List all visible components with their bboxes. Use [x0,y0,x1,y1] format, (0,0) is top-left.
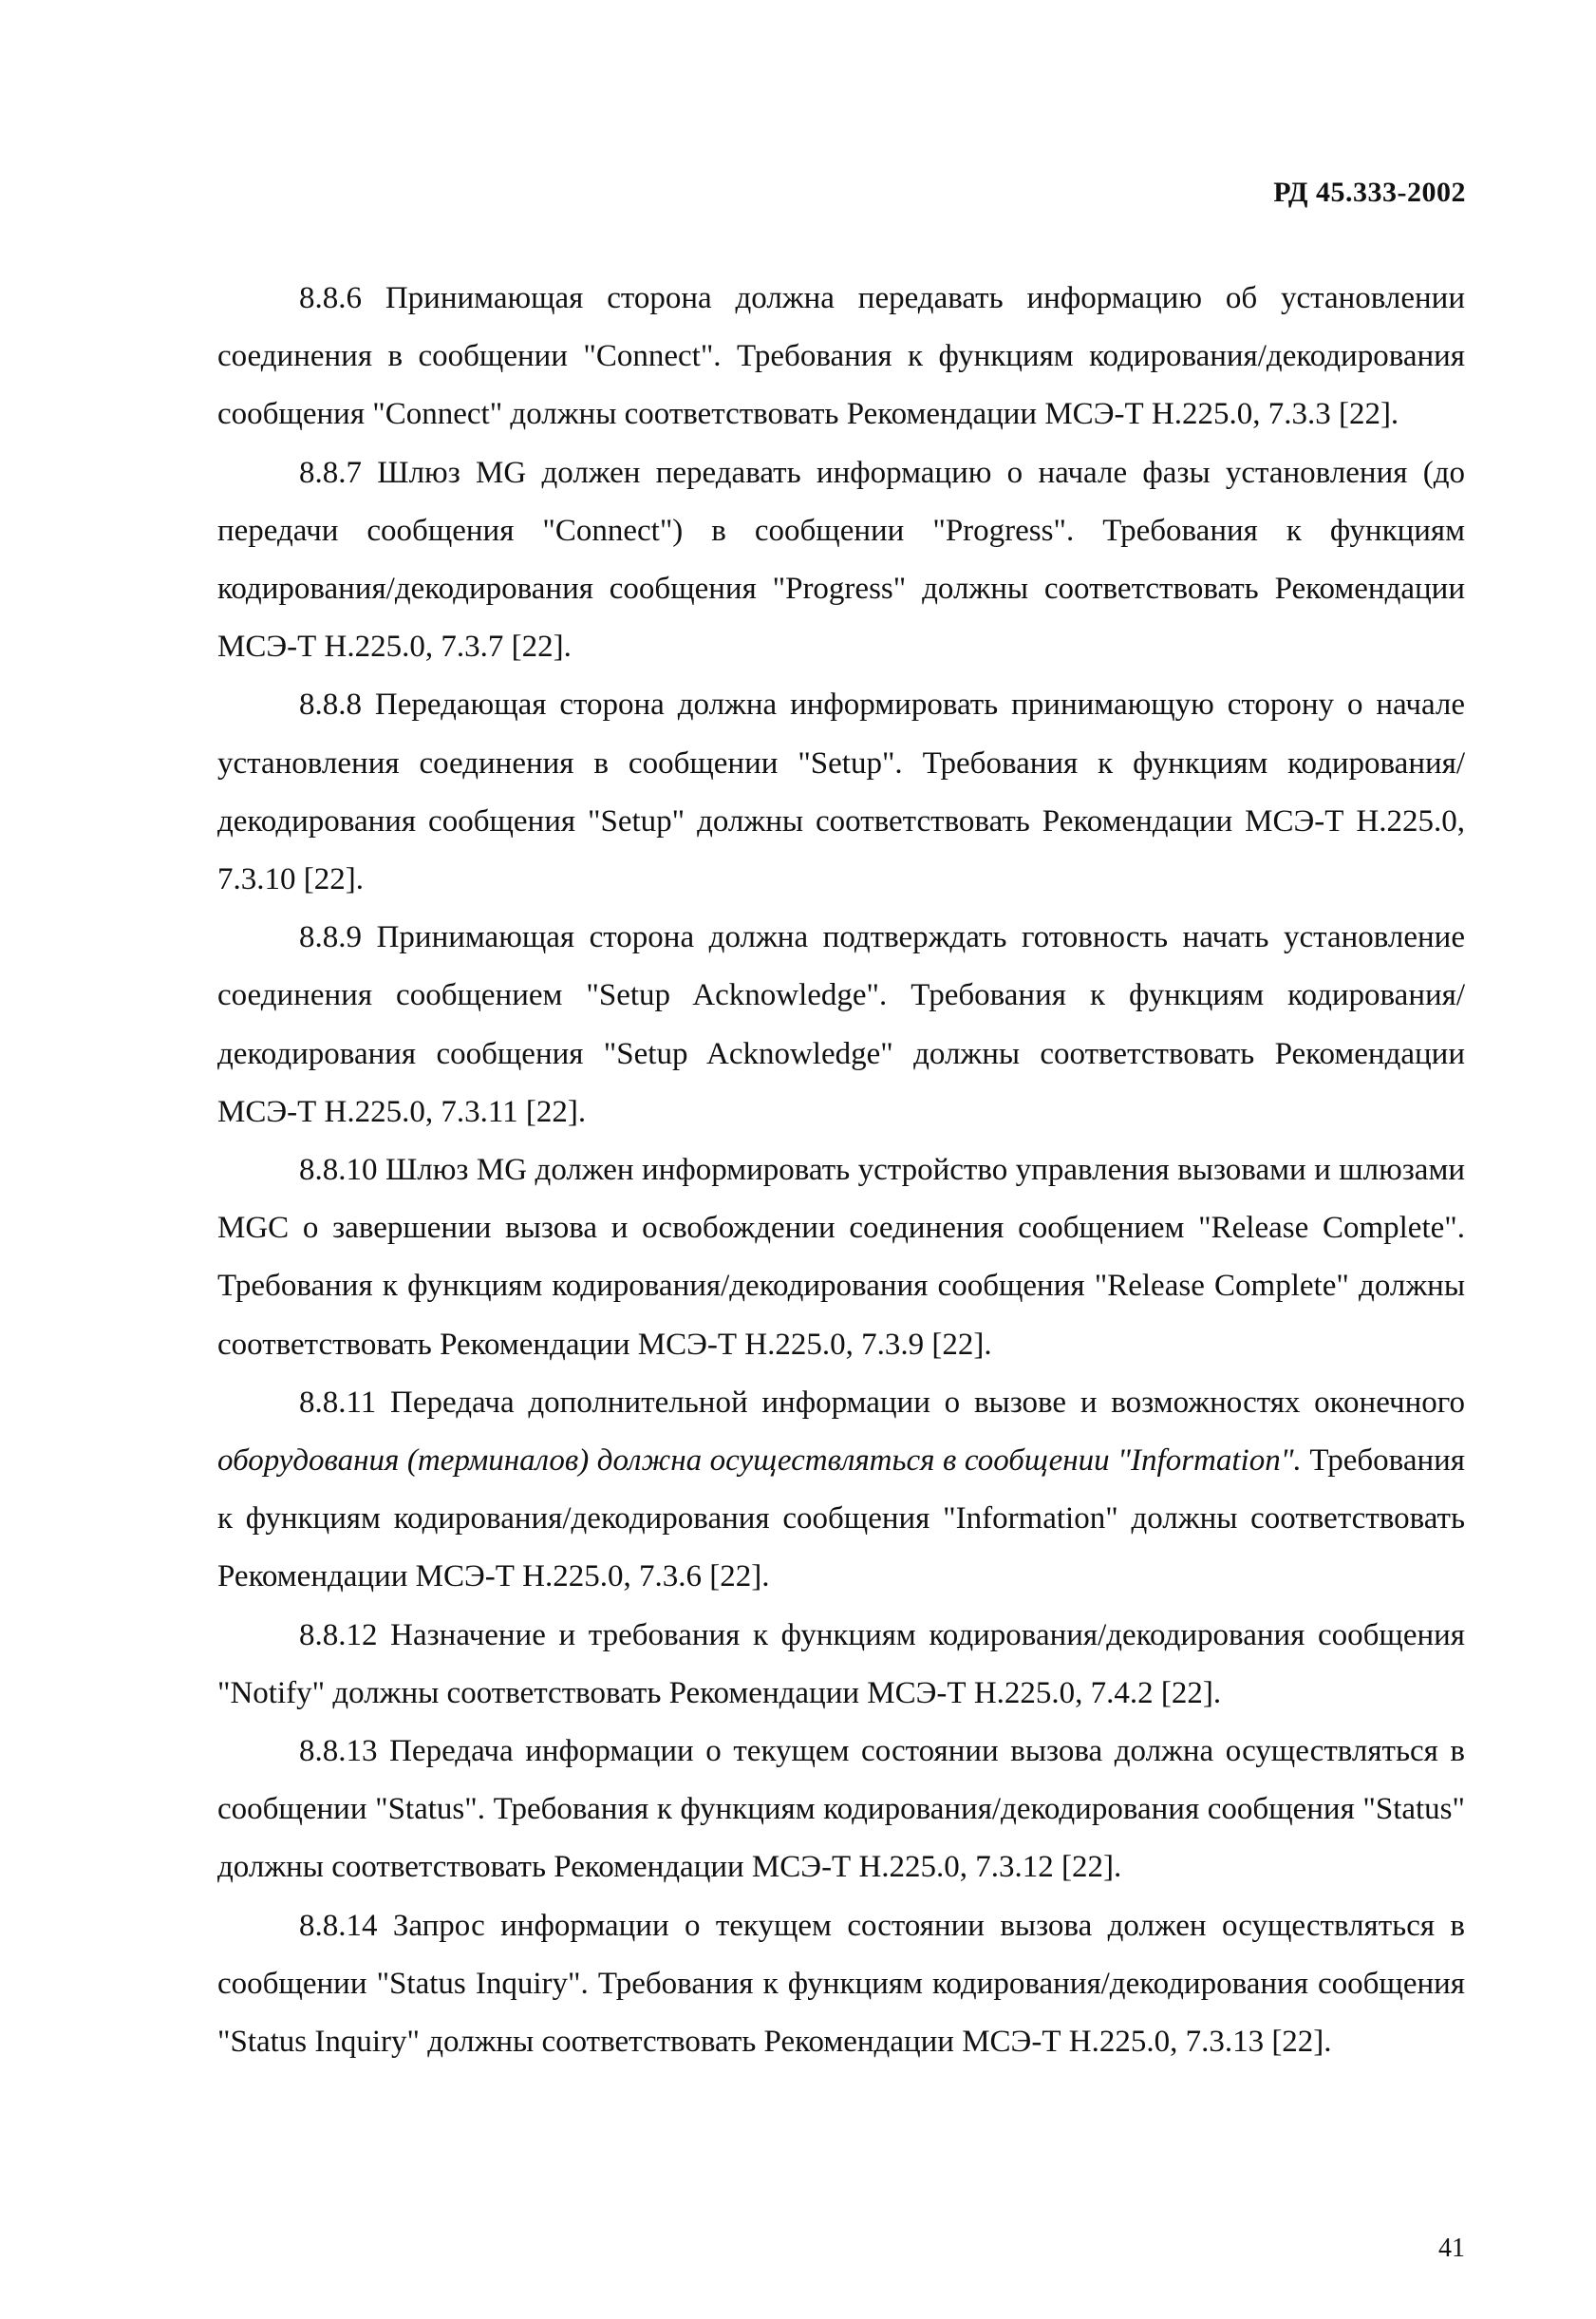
paragraph-8-8-6: 8.8.6 Принимающая сторона должна передавать информацию об установлении соединения в сообщении "Connect". Требования к функциям кодирования/декодирования сообщения "Connect" должны соответствовать Рекомендации МСЭ-Т H.225.0, 7.3.3 [22]. [217,281,1465,432]
document-code-header: РД 45.333-2002 [1273,177,1466,208]
paragraph-8-8-11-tail: Требования к функциям кодирования/декодирования сообщения "Information" должны соответствовать Рекомендации МСЭ-Т H.225.0, 7.3.6 [22]. [217,1443,1465,1594]
page-number: 41 [1438,2234,1465,2263]
paragraph-8-8-13: 8.8.13 Передача информации о текущем состоянии вызова должна осуществляться в сообщении "Status". Требования к функциям кодирования/декодирования сообщения "Status" должны соответствовать Рекомендации МСЭ-Т H.225.0, 7.3.12 [22]. [217,1734,1465,1885]
paragraph-8-8-7: 8.8.7 Шлюз MG должен передавать информацию о начале фазы установления (до передачи сообщения "Connect") в сообщении "Progress". Требования к функциям кодирования/декодирования сообщения "Progress" должны соответствовать Рекомендации МСЭ-Т H.225.0, 7.3.7 [22]. [217,455,1465,665]
document-body [217,270,1465,2071]
paragraph-8-8-11-head: 8.8.11 Передача дополнительной информации о вызове и возможностях оконечного [299,1385,1465,1420]
paragraph-8-8-11-italic: оборудования (терминалов) должна осуществляться в сообщении "Information". [217,1443,1302,1479]
paragraph-8-8-8: 8.8.8 Передающая сторона должна информировать принимающую сторону о начале установления соединения в сообщении "Setup". Требования к функциям кодирования/декодирования сообщения "Setup" должны соответствовать Рекомендации МСЭ-Т H.225.0, 7.3.10 [22]. [217,688,1465,897]
paragraph-8-8-12: 8.8.12 Назначение и требования к функциям кодирования/декодирования сообщения "Notify" должны соответствовать Рекомендации МСЭ-Т H.225.0, 7.4.2 [22]. [217,1617,1465,1710]
paragraph-8-8-14: 8.8.14 Запрос информации о текущем состоянии вызова должен осуществляться в сообщении "Status Inquiry". Требования к функциям кодирования/декодирования сообщения "Status Inquiry" должны соответствовать Рекомендации МСЭ-Т H.225.0, 7.3.13 [22]. [217,1908,1465,2060]
paragraph-8-8-11 [217,1374,1465,1607]
paragraph-8-8-10: 8.8.10 Шлюз MG должен информировать устройство управления вызовами и шлюзами MGC о завершении вызова и освобождении соединения сообщением "Release Complete". Требования к функциям кодирования/декодирования сообщения "Release Complete" должны соответствовать Рекомендации МСЭ-Т H.225.0, 7.3.9 [22]. [217,1153,1465,1362]
paragraph-8-8-9: 8.8.9 Принимающая сторона должна подтверждать готовность начать установление соединения сообщением "Setup Acknowledge". Требования к функциям кодирования/декодирования сообщения "Setup Acknowledge" должны соответствовать Рекомендации МСЭ-Т H.225.0, 7.3.11 [22]. [217,920,1465,1129]
